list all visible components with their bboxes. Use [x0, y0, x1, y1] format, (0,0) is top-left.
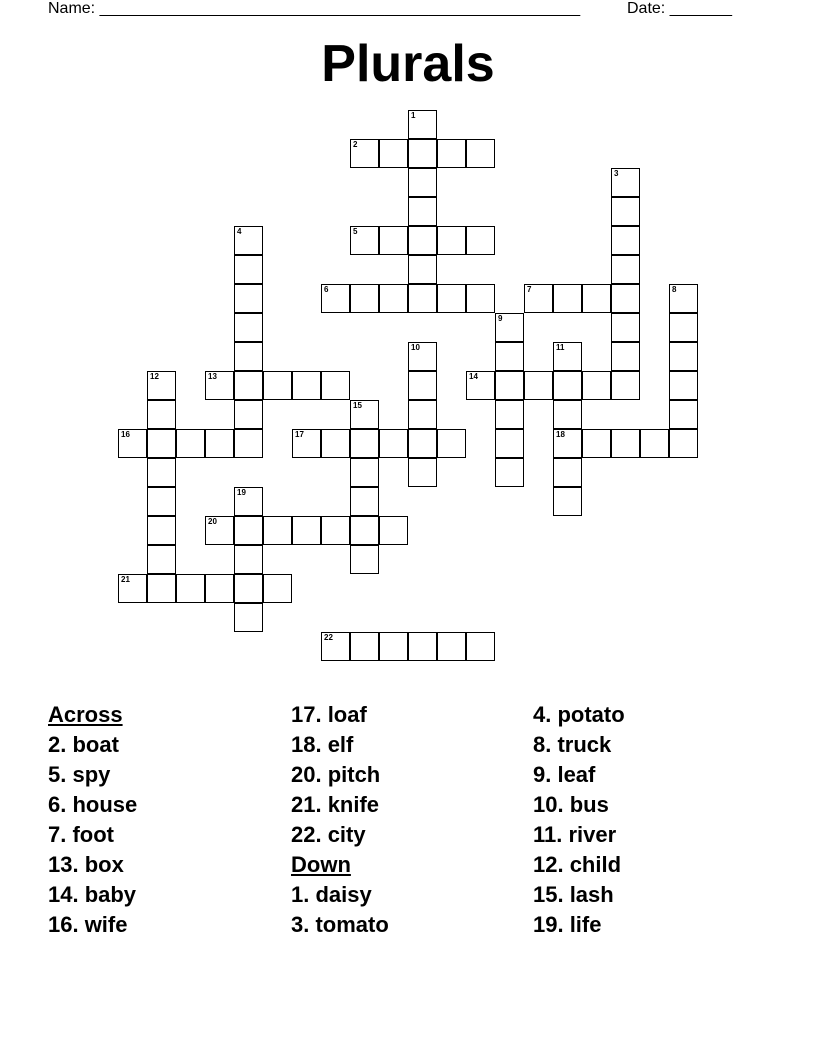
grid-cell[interactable] [408, 226, 437, 255]
grid-cell[interactable] [466, 139, 495, 168]
grid-cell[interactable] [234, 400, 263, 429]
grid-cell[interactable] [234, 545, 263, 574]
grid-cell[interactable] [147, 487, 176, 516]
grid-cell[interactable] [582, 429, 611, 458]
grid-cell[interactable] [611, 429, 640, 458]
cell-number: 5 [353, 227, 358, 236]
clue: 9. leaf [533, 762, 596, 787]
cell-number: 7 [527, 285, 532, 294]
grid-cell[interactable] [495, 458, 524, 487]
clue: 10. bus [533, 792, 609, 817]
clue-column-3 [533, 700, 625, 940]
grid-cell[interactable] [379, 226, 408, 255]
clue: 21. knife [291, 792, 380, 817]
grid-cell[interactable] [350, 226, 379, 255]
grid-cell[interactable] [263, 516, 292, 545]
cell-number: 11 [556, 343, 565, 352]
grid-cell[interactable] [524, 371, 553, 400]
grid-cell[interactable] [553, 487, 582, 516]
grid-cell[interactable] [321, 371, 350, 400]
grid-cell[interactable] [205, 371, 234, 400]
grid-cell[interactable] [205, 574, 234, 603]
grid-cell[interactable] [234, 226, 263, 255]
grid-cell[interactable] [669, 400, 698, 429]
grid-cell[interactable] [234, 429, 263, 458]
grid-cell[interactable] [553, 284, 582, 313]
grid-cell[interactable] [350, 516, 379, 545]
grid-cell[interactable] [437, 429, 466, 458]
grid-cell[interactable] [147, 545, 176, 574]
clue: 18. elf [291, 732, 354, 757]
grid-cell[interactable] [350, 429, 379, 458]
grid-cell[interactable] [553, 458, 582, 487]
grid-cell[interactable] [205, 516, 234, 545]
grid-cell[interactable] [553, 371, 582, 400]
grid-cell[interactable] [350, 139, 379, 168]
grid-cell[interactable] [234, 487, 263, 516]
grid-cell[interactable] [350, 400, 379, 429]
grid-cell[interactable] [350, 632, 379, 661]
grid-cell[interactable] [408, 168, 437, 197]
grid-cell[interactable] [292, 429, 321, 458]
clue: 2. boat [48, 732, 119, 757]
grid-cell[interactable] [263, 371, 292, 400]
grid-cell[interactable] [321, 516, 350, 545]
clue: 15. lash [533, 882, 614, 907]
grid-cell[interactable] [292, 371, 321, 400]
grid-cell[interactable] [350, 545, 379, 574]
grid-cell[interactable] [611, 255, 640, 284]
down-heading: Down [291, 852, 351, 877]
grid-cell[interactable] [234, 574, 263, 603]
grid-cell[interactable] [408, 139, 437, 168]
grid-cell[interactable] [408, 429, 437, 458]
grid-cell[interactable] [553, 400, 582, 429]
grid-cell[interactable] [321, 284, 350, 313]
grid-cell[interactable] [466, 632, 495, 661]
grid-cell[interactable] [495, 400, 524, 429]
grid-cell[interactable] [147, 516, 176, 545]
grid-cell[interactable] [611, 197, 640, 226]
clue-column-2 [291, 700, 389, 940]
grid-cell[interactable] [379, 632, 408, 661]
grid-cell[interactable] [611, 313, 640, 342]
date-line: Date: _______ [627, 0, 732, 17]
grid-cell[interactable] [234, 371, 263, 400]
grid-cell[interactable] [495, 371, 524, 400]
clue: 1. daisy [291, 882, 372, 907]
clue: 14. baby [48, 882, 137, 907]
grid-cell[interactable] [408, 284, 437, 313]
grid-cell[interactable] [292, 516, 321, 545]
grid-cell[interactable] [234, 516, 263, 545]
grid-cell[interactable] [379, 284, 408, 313]
grid-cell[interactable] [408, 110, 437, 139]
grid-cell[interactable] [408, 458, 437, 487]
grid-cell[interactable] [234, 284, 263, 313]
grid-cell[interactable] [437, 226, 466, 255]
grid-cell[interactable] [669, 429, 698, 458]
grid-cell[interactable] [147, 429, 176, 458]
clue: 22. city [291, 822, 366, 847]
grid-cell[interactable] [669, 342, 698, 371]
grid-cell[interactable] [611, 226, 640, 255]
clue: 13. box [48, 852, 124, 877]
grid-cell[interactable] [466, 371, 495, 400]
grid-cell[interactable] [147, 574, 176, 603]
page-title: Plurals [321, 35, 495, 93]
grid-cell[interactable] [147, 458, 176, 487]
cell-number: 18 [556, 430, 565, 439]
grid-cell[interactable] [553, 342, 582, 371]
grid-cell[interactable] [408, 255, 437, 284]
clue: 12. child [533, 852, 622, 877]
grid-cell[interactable] [437, 632, 466, 661]
clue: 5. spy [48, 762, 111, 787]
clue: 8. truck [533, 732, 612, 757]
grid-cell[interactable] [234, 603, 263, 632]
clue: 4. potato [533, 702, 625, 727]
grid-cell[interactable] [408, 342, 437, 371]
grid-cell[interactable] [669, 313, 698, 342]
grid-cell[interactable] [379, 429, 408, 458]
grid-cell[interactable] [640, 429, 669, 458]
grid-cell[interactable] [669, 371, 698, 400]
grid-cell[interactable] [437, 284, 466, 313]
clue: 17. loaf [291, 702, 367, 727]
clue: 6. house [48, 792, 138, 817]
cell-number: 21 [121, 575, 130, 584]
grid-cell[interactable] [611, 284, 640, 313]
across-heading: Across [48, 702, 123, 727]
cell-number: 4 [237, 227, 242, 236]
grid-cell[interactable] [350, 458, 379, 487]
cell-number: 12 [150, 372, 159, 381]
cell-number: 22 [324, 633, 333, 642]
grid-cell[interactable] [234, 342, 263, 371]
grid-cell[interactable] [379, 516, 408, 545]
grid-cell[interactable] [495, 429, 524, 458]
grid-cell[interactable] [611, 168, 640, 197]
cell-number: 14 [469, 372, 478, 381]
grid-cell[interactable] [350, 487, 379, 516]
cell-number: 20 [208, 517, 217, 526]
cell-number: 13 [208, 372, 217, 381]
cell-number: 3 [614, 169, 619, 178]
cell-number: 2 [353, 140, 358, 149]
grid-cell[interactable] [408, 197, 437, 226]
cell-number: 16 [121, 430, 130, 439]
grid-cell[interactable] [437, 139, 466, 168]
grid-cell[interactable] [553, 429, 582, 458]
grid-cell[interactable] [205, 429, 234, 458]
cell-number: 15 [353, 401, 362, 410]
grid-cell[interactable] [611, 342, 640, 371]
grid-cell[interactable] [176, 429, 205, 458]
grid-cell[interactable] [582, 371, 611, 400]
clue: 16. wife [48, 912, 128, 937]
grid-cell[interactable] [118, 574, 147, 603]
grid-cell[interactable] [321, 632, 350, 661]
grid-cell[interactable] [408, 371, 437, 400]
grid-cell[interactable] [466, 284, 495, 313]
cell-number: 19 [237, 488, 246, 497]
grid-cell[interactable] [176, 574, 205, 603]
cell-number: 17 [295, 430, 304, 439]
grid-cell[interactable] [524, 284, 553, 313]
cell-number: 9 [498, 314, 503, 323]
grid-cell[interactable] [147, 371, 176, 400]
cell-number: 10 [411, 343, 420, 352]
grid-cell[interactable] [495, 313, 524, 342]
grid-cell[interactable] [669, 284, 698, 313]
grid-cell[interactable] [408, 632, 437, 661]
clue: 20. pitch [291, 762, 381, 787]
cell-number: 6 [324, 285, 329, 294]
grid-cell[interactable] [408, 400, 437, 429]
grid-cell[interactable] [234, 255, 263, 284]
grid-cell[interactable] [234, 313, 263, 342]
clue-column-1 [48, 700, 137, 940]
clue: 3. tomato [291, 912, 389, 937]
cell-number: 1 [411, 111, 416, 120]
clue: 11. river [533, 822, 617, 847]
grid-cell[interactable] [379, 139, 408, 168]
grid-cell[interactable] [118, 429, 147, 458]
grid-cell[interactable] [495, 342, 524, 371]
grid-cell[interactable] [611, 371, 640, 400]
grid-cell[interactable] [147, 400, 176, 429]
cell-number: 8 [672, 285, 677, 294]
clue: 7. foot [48, 822, 114, 847]
clue: 19. life [533, 912, 602, 937]
name-line: Name: ______________________________________________________ [48, 0, 581, 17]
grid-cell[interactable] [466, 226, 495, 255]
grid-cell[interactable] [263, 574, 292, 603]
grid-cell[interactable] [350, 284, 379, 313]
grid-cell[interactable] [321, 429, 350, 458]
grid-cell[interactable] [582, 284, 611, 313]
